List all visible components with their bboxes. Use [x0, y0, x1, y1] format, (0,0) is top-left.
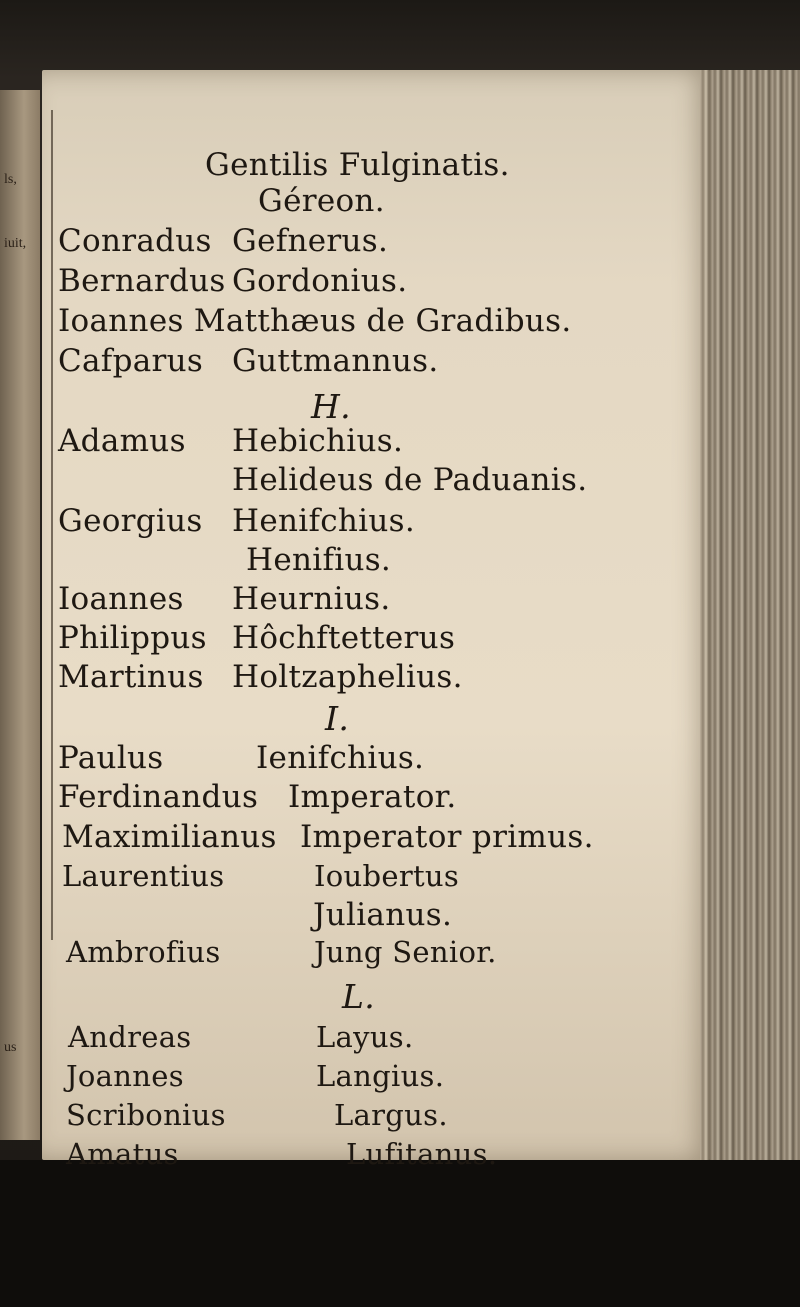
page-edges: [700, 70, 800, 1160]
entry-surname: Hebichius.: [232, 423, 404, 459]
entry-given-name: Bernardus: [58, 263, 226, 299]
entry-given-name: Andreas: [68, 1020, 192, 1054]
entry-surname: Holtzaphelius.: [232, 659, 463, 695]
entry-given-name: Georgius: [58, 503, 203, 539]
margin-rule: [51, 110, 53, 940]
entry-given-name: Ambrofius: [66, 935, 221, 969]
entry-given-name: Cafparus: [58, 343, 204, 379]
entry-given-name: Adamus: [58, 423, 186, 459]
entry-surname: Langius.: [316, 1059, 445, 1093]
entry-surname: Ioubertus: [314, 859, 460, 893]
entry-surname: Jung Senior.: [314, 935, 497, 969]
entry-given-name: Joannes: [66, 1059, 184, 1093]
entry-surname: Ienifchius.: [256, 740, 425, 776]
section-letter: H.: [311, 387, 351, 426]
entry-surname: Largus.: [334, 1098, 448, 1132]
entry-surname: Layus.: [316, 1020, 414, 1054]
entry-line: Julianus.: [313, 897, 453, 933]
entry-surname: Lufitanus.: [346, 1137, 498, 1171]
margin-fragment: us: [4, 1040, 17, 1055]
margin-fragment: iuit,: [4, 236, 27, 251]
bottom-shadow: [0, 1160, 800, 1307]
section-letter: L.: [342, 977, 376, 1016]
entry-surname: Gefnerus.: [232, 223, 389, 259]
entry-given-name: Amatus: [66, 1137, 179, 1171]
entry-given-name: Paulus: [58, 740, 164, 776]
section-letter: I.: [325, 699, 350, 738]
entry-line: Helideus de Paduanis.: [232, 462, 588, 498]
entry-given-name: Ferdinandus: [58, 779, 259, 815]
entry-given-name: Conradus: [58, 223, 212, 259]
entry-given-name: Martinus: [58, 659, 204, 695]
entry-given-name: Scribonius: [66, 1098, 226, 1132]
entry-surname: Guttmannus.: [232, 343, 439, 379]
entry-surname: Gordonius.: [232, 263, 408, 299]
entry-surname: Henifchius.: [232, 503, 416, 539]
entry-surname: Hôchftetterus: [232, 620, 456, 656]
entry-surname: Imperator.: [288, 779, 457, 815]
entry-line: Henifius.: [246, 542, 392, 578]
entry-line: Gentilis Fulginatis.: [205, 147, 510, 183]
entry-given-name: Laurentius: [62, 859, 225, 893]
margin-fragment: ls,: [4, 172, 17, 187]
entry-surname: Imperator primus.: [300, 819, 594, 855]
entry-given-name: Philippus: [58, 620, 207, 656]
entry-given-name: Ioannes: [58, 581, 184, 617]
entry-line: Géreon.: [258, 183, 385, 219]
entry-surname: Heurnius.: [232, 581, 391, 617]
entry-line: Ioannes Matthæus de Gradibus.: [58, 303, 572, 339]
adjacent-page-strip: [0, 90, 40, 1140]
entry-given-name: Maximilianus: [62, 819, 277, 855]
